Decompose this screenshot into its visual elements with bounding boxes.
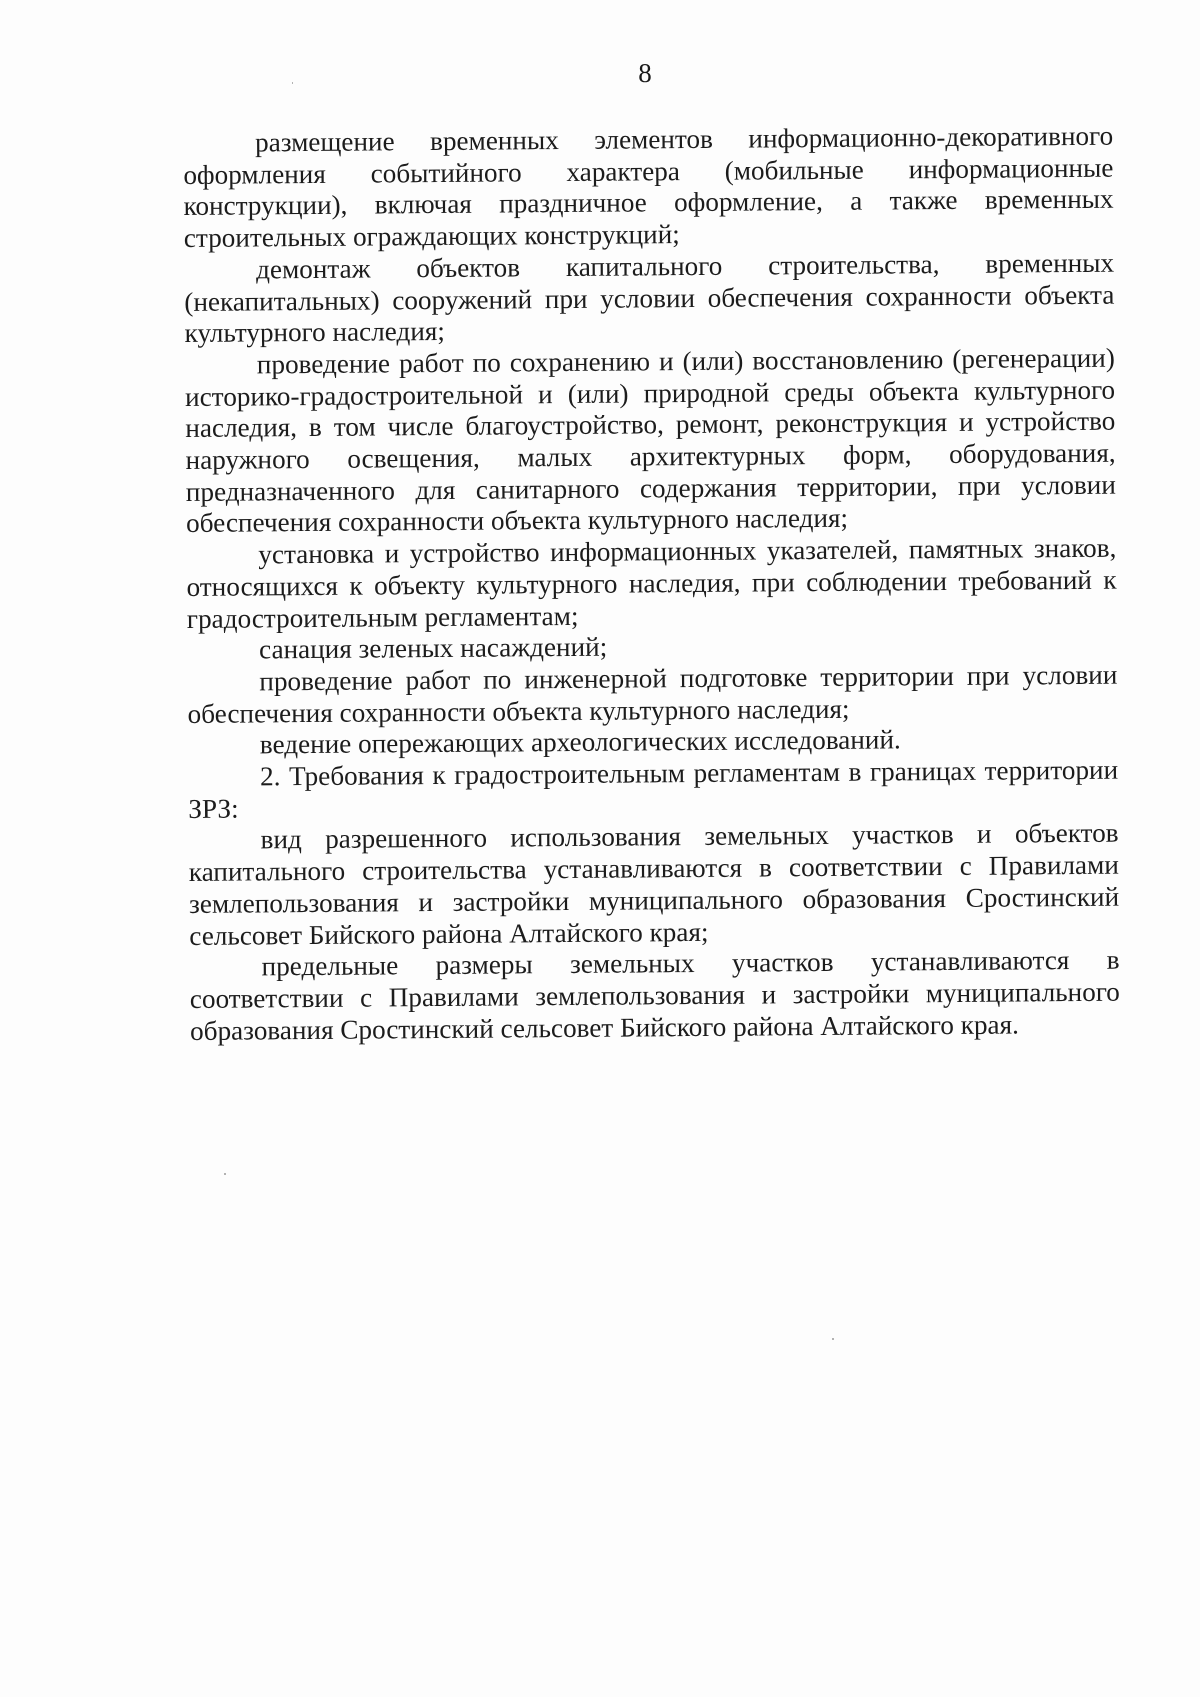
paragraph: вид разрешенного использования земельных участков и объектов капитального строительства устанавливаются в соответствии с Правилами землепользования и застройки муниципального образования Сростинский сельсовет Бийского района Алтайского края; bbox=[188, 818, 1120, 951]
scan-speck bbox=[224, 1173, 226, 1175]
scan-speck bbox=[292, 82, 293, 84]
page-number: 8 bbox=[638, 58, 652, 88]
paragraph: проведение работ по сохранению и (или) восстановлению (регенерации) историко-градостроительной и (или) природной среды объекта культурного наследия, в том числе благоустройство, ремонт, реконструкция и устройство наружного освещения, малых архитектурных форм, оборудования, предназначенного для санитарного содержания территории, при условии обеспечения сохранности объекта культурного наследия; bbox=[184, 342, 1116, 539]
scan-speck bbox=[832, 1338, 834, 1340]
document-body bbox=[183, 121, 1120, 1048]
paragraph: ведение опережающих археологических исследований. bbox=[259, 724, 901, 760]
paragraph: проведение работ по инженерной подготовке территории при условии обеспечения сохранности объекта культурного наследия; bbox=[187, 659, 1118, 729]
paragraph: демонтаж объектов капитального строительства, временных (некапитальных) сооружений при условии обеспечения сохранности объекта культурного наследия; bbox=[184, 247, 1115, 349]
paragraph: предельные размеры земельных участков устанавливаются в соответствии с Правилами землепользования и застройки муниципального образования Сростинский сельсовет Бийского района Алтайского края. bbox=[189, 944, 1120, 1046]
paragraph: установка и устройство информационных указателей, памятных знаков, относящихся к объекту культурного наследия, при соблюдении требований к градостроительным регламентам; bbox=[186, 532, 1117, 634]
paragraph: 2. Требования к градостроительным регламентам в границах территории ЗРЗ: bbox=[188, 754, 1119, 824]
paragraph: размещение временных элементов информационно-декоративного оформления событийного характера (мобильные информационные конструкции), включая праздничное оформление, а также временных строительных ограждающих конструкций; bbox=[183, 120, 1114, 254]
paragraph: санация зеленых насаждений; bbox=[258, 631, 608, 665]
